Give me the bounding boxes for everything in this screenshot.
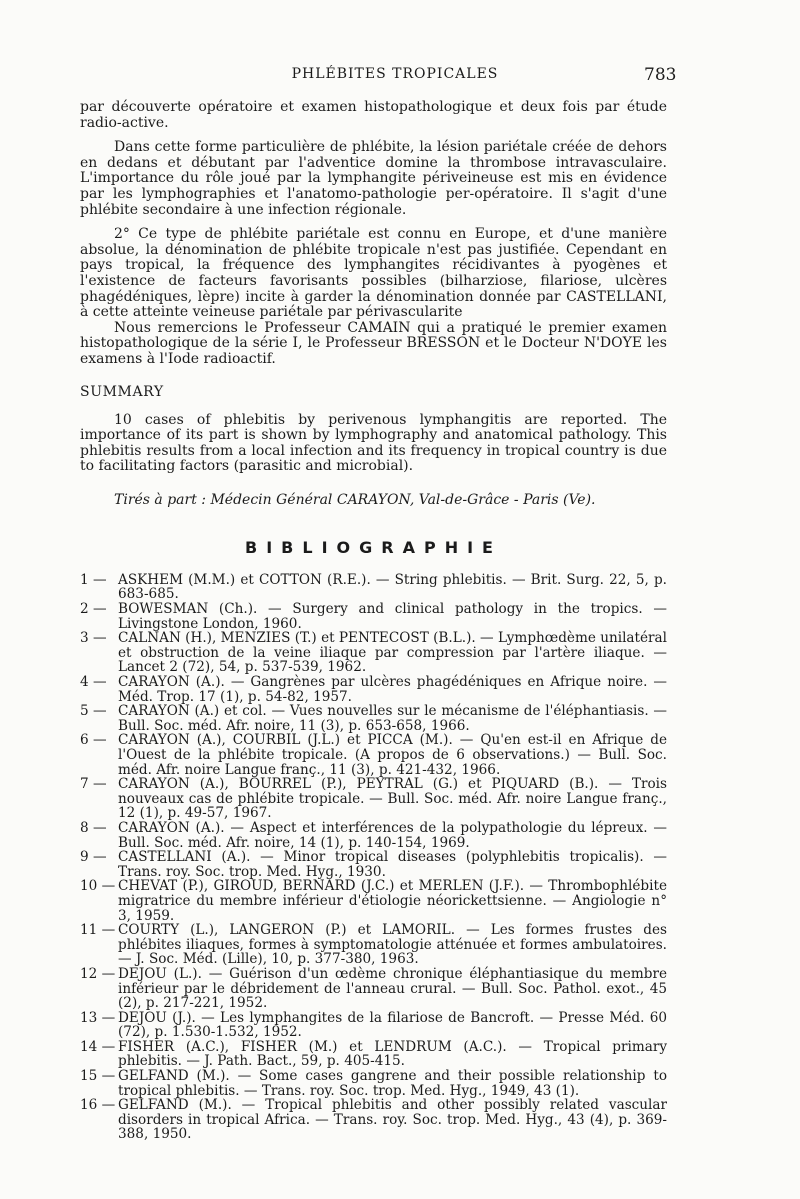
entry-number: 8 — bbox=[80, 819, 107, 836]
bibliography-entry bbox=[80, 850, 667, 879]
entry-number: 7 — bbox=[80, 776, 107, 793]
bibliography-entry bbox=[80, 967, 667, 1011]
entry-number: 16 — bbox=[80, 1097, 116, 1114]
bibliography-entry bbox=[80, 1040, 667, 1069]
bibliography-entry bbox=[80, 704, 667, 733]
entry-number: 9 — bbox=[80, 849, 107, 866]
entry-text: CARAYON (A.) et col. — Vues nouvelles sur le mécanisme de l'éléphantiasis. — Bull. Soc. méd. Afr. noire, 11 (3), p. 653-658, 1966. bbox=[118, 703, 667, 734]
bibliography-entry bbox=[80, 1098, 667, 1142]
bibliography-entry bbox=[80, 777, 667, 821]
bibliography-entry bbox=[80, 602, 667, 631]
body-paragraph: 2° Ce type de phlébite pariétale est connu en Europe, et d'une manière absolue, la dénomination de phlébite tropicale n'est pas justifiée. Cependant en pays tropical, la fréquence des lymphangites récidivantes à pyogènes et l'existence de facteurs favorisants possibles (bilharziose, filariose, ulcères phagédéniques, lèpre) incite à garder la dénomination donnée par CASTELLANI, à cette atteinte veineuse pariétale par périvascularite bbox=[80, 226, 667, 321]
running-title: PHLÉBITES TROPICALES bbox=[291, 66, 499, 82]
entry-number: 2 — bbox=[80, 601, 107, 618]
entry-number: 5 — bbox=[80, 703, 107, 720]
entry-text: BOWESMAN (Ch.). — Surgery and clinical pathology in the tropics. — Livingstone London, 1960. bbox=[118, 601, 667, 632]
bibliography-entry bbox=[80, 675, 667, 704]
entry-number: 14 — bbox=[80, 1038, 116, 1055]
body-paragraph: Dans cette forme particulière de phlébite, la lésion pariétale créée de dehors en dedans et débutant par l'adventice domine la thrombose intravasculaire. L'importance du rôle joué par la lymphangite périveineuse est mis en évidence par les lymphographies et l'anatomo-pathologie per-opératoire. Il s'agit d'une phlébite secondaire à une infection régionale. bbox=[80, 139, 667, 218]
main-content bbox=[80, 100, 667, 1142]
body-paragraph: par découverte opératoire et examen histopathologique et deux fois par étude radio-active. bbox=[80, 99, 667, 131]
entry-number: 11 — bbox=[80, 922, 116, 939]
entry-text: DEJOU (L.). — Guérison d'un œdème chronique éléphantiasique du membre inférieur par le débridement de l'anneau crural. — Bull. Soc. Pathol. exot., 45 (2), p. 217-221, 1952. bbox=[118, 965, 667, 1012]
entry-number: 15 — bbox=[80, 1068, 116, 1085]
body-paragraph: Nous remercions le Professeur CAMAIN qui a pratiqué le premier examen histopathologique de la série I, le Professeur BRESSON et le Docteur N'DOYE les examens à l'Iode radioactif. bbox=[80, 319, 667, 367]
entry-text: CARAYON (A.), BOURREL (P.), PEYTRAL (G.) et PIQUARD (B.). — Trois nouveaux cas de phlébite tropicale. — Bull. Soc. méd. Afr. noire Langue franç., 12 (1), p. 49-57, 1967. bbox=[118, 776, 667, 822]
bibliography-entry bbox=[80, 733, 667, 777]
summary-heading: SUMMARY bbox=[80, 383, 164, 400]
entry-number: 1 — bbox=[80, 571, 107, 588]
bibliography-entry bbox=[80, 821, 667, 850]
entry-text: CALNAN (H.), MENZIES (T.) et PENTECOST (B.L.). — Lymphœdème unilatéral et obstruction de la veine iliaque par compression par l'artère iliaque. — Lancet 2 (72), 54, p. 537-539, 1962. bbox=[118, 630, 667, 676]
bibliography-entry bbox=[80, 1069, 667, 1098]
page-number: 783 bbox=[644, 65, 677, 85]
bibliography-entry bbox=[80, 923, 667, 967]
entry-text: GELFAND (M.). — Tropical phlebitis and other possibly related vascular disorders in tropical Africa. — Trans. roy. Soc. trop. Med. Hyg., 43 (4), p. 369-388, 1950. bbox=[118, 1097, 667, 1143]
entry-text: CARAYON (A.), COURBIL (J.L.) et PICCA (M.). — Qu'en est-il en Afrique de l'Ouest de la phlébite tropicale. (A propos de 6 observations.) — Bull. Soc. méd. Afr. noire Langue franç., 11 (3), p. 421-432, 1966. bbox=[118, 732, 667, 778]
entry-text: COURTY (L.), LANGERON (P.) et LAMORIL. — Les formes frustes des phlébites iliaques, formes à symptomatologie atténuée et formes ambulatoires. — J. Soc. Méd. (Lille), 10, p. 377-380, 1963. bbox=[118, 922, 667, 968]
entry-text: DEJOU (J.). — Les lymphangites de la filariose de Bancroft. — Presse Méd. 60 (72), p. 1.530-1.532, 1952. bbox=[118, 1009, 667, 1041]
entry-number: 4 — bbox=[80, 674, 107, 691]
entry-text: CARAYON (A.). — Aspect et interférences de la polypathologie du lépreux. — Bull. Soc. méd. Afr. noire, 14 (1), p. 140-154, 1969. bbox=[118, 819, 667, 851]
entry-text: ASKHEM (M.M.) et COTTON (R.E.). — String phlebitis. — Brit. Surg. 22, 5, p. 683-685. bbox=[118, 571, 667, 603]
entry-number: 3 — bbox=[80, 630, 107, 647]
entry-text: CASTELLANI (A.). — Minor tropical diseases (polyphlebitis tropicalis). — Trans. roy. Soc. trop. Med. Hyg., 1930. bbox=[118, 849, 667, 880]
bibliography-entry bbox=[80, 1011, 667, 1040]
entry-text: GELFAND (M.). — Some cases gangrene and their possible relationship to tropical phlebitis. — Trans. roy. Soc. trop. Med. Hyg., 1949, 43 (1). bbox=[118, 1068, 667, 1099]
reprint-note: Tirés à part : Médecin Général CARAYON, Val-de-Grâce - Paris (Ve). bbox=[114, 491, 596, 508]
entry-text: CHEVAT (P.), GIROUD, BERNARD (J.C.) et MERLEN (J.F.). — Thrombophlébite migratrice du membre inférieur d'étiologie néorickettsienne. — Angiologie n° 3, 1959. bbox=[118, 878, 667, 924]
bibliography-entry bbox=[80, 879, 667, 923]
entry-number: 13 — bbox=[80, 1009, 116, 1026]
entry-number: 12 — bbox=[80, 965, 116, 982]
bibliography-entry bbox=[80, 631, 667, 675]
entry-text: CARAYON (A.). — Gangrènes par ulcères phagédéniques en Afrique noire. — Méd. Trop. 17 (1), p. 54-82, 1957. bbox=[118, 674, 667, 705]
entry-number: 10 — bbox=[80, 878, 116, 895]
entry-text: FISHER (A.C.), FISHER (M.) et LENDRUM (A.C.). — Tropical primary phlebitis. — J. Path. Bact., 59, p. 405-415. bbox=[118, 1038, 667, 1070]
summary-text: 10 cases of phlebitis by perivenous lymphangitis are reported. The importance of its part is shown by lymphography and anatomical pathology. This phlebitis results from a local infection and its frequency in tropical country is due to facilitating factors (parasitic and microbial). bbox=[80, 411, 667, 475]
bibliography-title: BIBLIOGRAPHIE bbox=[245, 537, 502, 557]
bibliography-list bbox=[80, 573, 667, 1142]
entry-number: 6 — bbox=[80, 732, 107, 749]
bibliography-entry bbox=[80, 573, 667, 602]
